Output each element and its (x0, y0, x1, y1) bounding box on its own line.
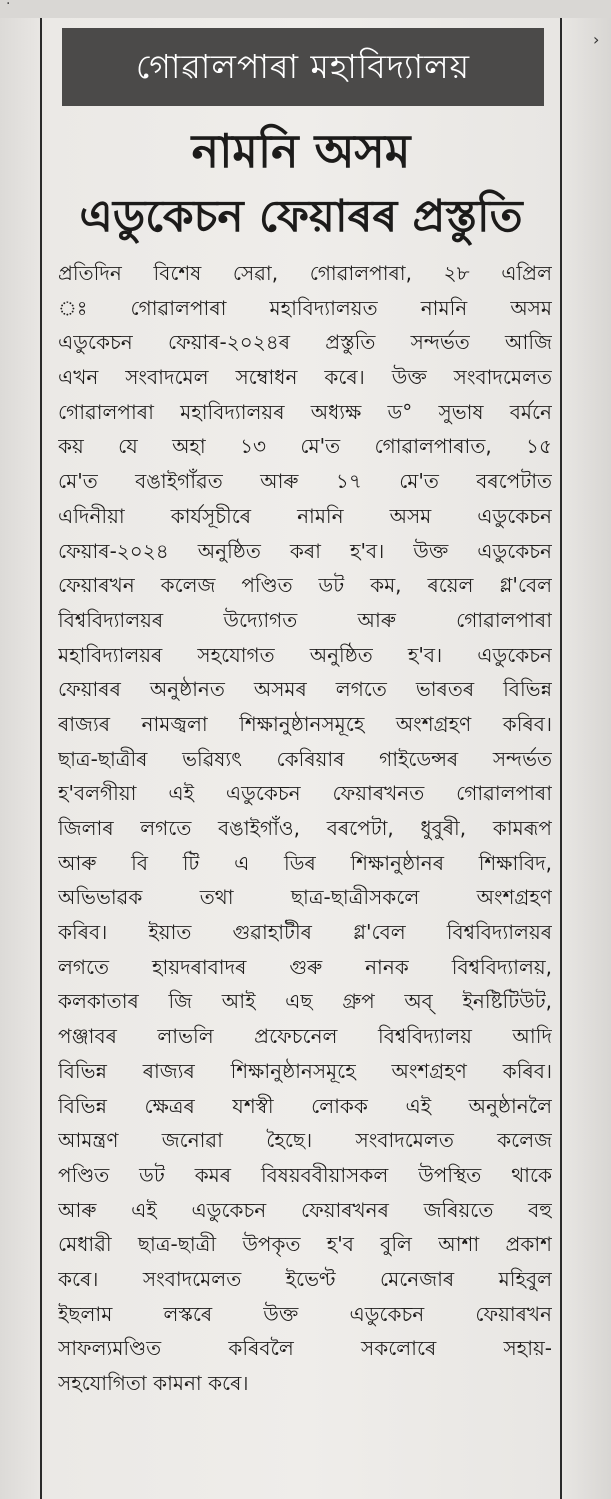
body-line: ৰাজ্যৰ নামজ্বলা শিক্ষানুষ্ঠানসমূহে অংশগ্ৰহণ কৰিব। (58, 711, 552, 736)
body-line: ফেয়াৰৰ অনুষ্ঠানত অসমৰ লগতে ভাৰতৰ বিভিন্ন (58, 677, 552, 702)
body-line: মেধাৱী ছাত্ৰ-ছাত্ৰী উপকৃত হ'ব বুলি আশা প্ৰকাশ (58, 1232, 552, 1257)
status-fragment: · (6, 0, 11, 12)
body-line: কয় যে অহা ১৩ মে'ত গোৱালপাৰাত, ১৫ (58, 434, 552, 459)
body-line: গোৱালপাৰা মহাবিদ্যালয়ৰ অধ্যক্ষ ড° সুভাষ বৰ্মনে (58, 399, 552, 424)
body-line: মে'ত বঙাইগাঁৱত আৰু ১৭ মে'ত বৰপেটাত (58, 469, 552, 494)
body-line: সহযোগিতা কামনা কৰে। (58, 1371, 249, 1395)
body-line: আৰু বি টি এ ডিৰ শিক্ষানুষ্ঠানৰ শিক্ষাবিদ, (58, 850, 552, 875)
body-line: বিশ্ববিদ্যালয়ৰ উদ্যোগত আৰু গোৱালপাৰা (58, 607, 552, 632)
body-line: লগতে হায়দৰাবাদৰ গুৰু নানক বিশ্ববিদ্যালয়, (58, 954, 552, 979)
edge-mark: › (593, 30, 600, 49)
body-line: কৰে। সংবাদমেলত ইভেণ্ট মেনেজাৰ মহিবুল (58, 1266, 552, 1291)
kicker-banner: গোৱালপাৰা মহাবিদ্যালয় (62, 28, 544, 106)
body-line: কলকাতাৰ জি আই এছ গ্ৰুপ অব্ ইনষ্টিটিউট, (58, 989, 552, 1014)
body-line: ঃ গোৱালপাৰা মহাবিদ্যালয়ত নামনি অসম (58, 295, 552, 320)
body-line: মহাবিদ্যালয়ৰ সহযোগত অনুষ্ঠিত হ'ব। এডুকেচন (58, 642, 552, 667)
body-line: এদিনীয়া কাৰ্যসূচীৰে নামনি অসম এডুকেচন (58, 503, 552, 528)
body-line: পণ্ডিত ডট কমৰ বিষয়ববীয়াসকল উপস্থিত থাকে (58, 1162, 552, 1187)
body-line: এডুকেচন ফেয়াৰ-২০২৪ৰ প্ৰস্তুতি সন্দৰ্ভত আজি (58, 330, 552, 355)
body-line: কৰিব। ইয়াত গুৱাহাটীৰ গ্ল'বেল বিশ্ববিদ্যালয়ৰ (58, 920, 552, 945)
body-line: বিভিন্ন ক্ষেত্ৰৰ যশস্বী লোকক এই অনুষ্ঠানলৈ (58, 1093, 552, 1118)
body-line: প্ৰতিদিন বিশেষ সেৱা, গোৱালপাৰা, ২৮ এপ্ৰিল (58, 261, 552, 285)
body-line: ফেয়াৰ-২০২৪ অনুষ্ঠিত কৰা হ'ব। উক্ত এডুকেচন (58, 538, 552, 563)
body-line: আৰু এই এডুকেচন ফেয়াৰখনৰ জৰিয়তে বহু (58, 1197, 552, 1222)
headline-line-1: নামনি অসম (191, 124, 411, 178)
body-line: সাফল্যমণ্ডিত কৰিবলৈ সকলোৰে সহায়- (58, 1336, 552, 1361)
headline-line-2: এডুকেচন ফেয়াৰৰ প্ৰস্তুতি (79, 191, 523, 242)
article-body (58, 256, 552, 1401)
body-line: পঞ্জাবৰ লাভলি প্ৰফেচনেল বিশ্ববিদ্যালয় আদি (58, 1024, 552, 1049)
body-line: ছাত্ৰ-ছাত্ৰীৰ ভৱিষ্যৎ কেৰিয়াৰ গাইডেন্সৰ সন্দৰ্ভত (58, 746, 552, 771)
body-line: অভিভাৱক তথা ছাত্ৰ-ছাত্ৰীসকলে অংশগ্ৰহণ (58, 885, 552, 910)
body-line: আমন্ত্ৰণ জনোৱা হৈছে। সংবাদমেলত কলেজ (58, 1128, 552, 1153)
body-line: হ'বলগীয়া এই এডুকেচন ফেয়াৰখনত গোৱালপাৰা (58, 781, 552, 806)
body-line: ফেয়াৰখন কলেজ পণ্ডিত ডট কম, ৰয়েল গ্ল'বেল (58, 573, 552, 598)
screen-top-strip (0, 0, 611, 18)
body-line: এখন সংবাদমেল সম্বোধন কৰে। উক্ত সংবাদমেলত (58, 365, 552, 390)
body-line: জিলাৰ লগতে বঙাইগাঁও, বৰপেটা, ধুবুৰী, কামৰূপ (58, 816, 552, 840)
body-line: বিভিন্ন ৰাজ্যৰ শিক্ষানুষ্ঠানসমূহে অংশগ্ৰহণ কৰিব। (58, 1058, 552, 1083)
body-line: ইছলাম লস্কৰে উক্ত এডুকেচন ফেয়াৰখন (58, 1301, 552, 1326)
